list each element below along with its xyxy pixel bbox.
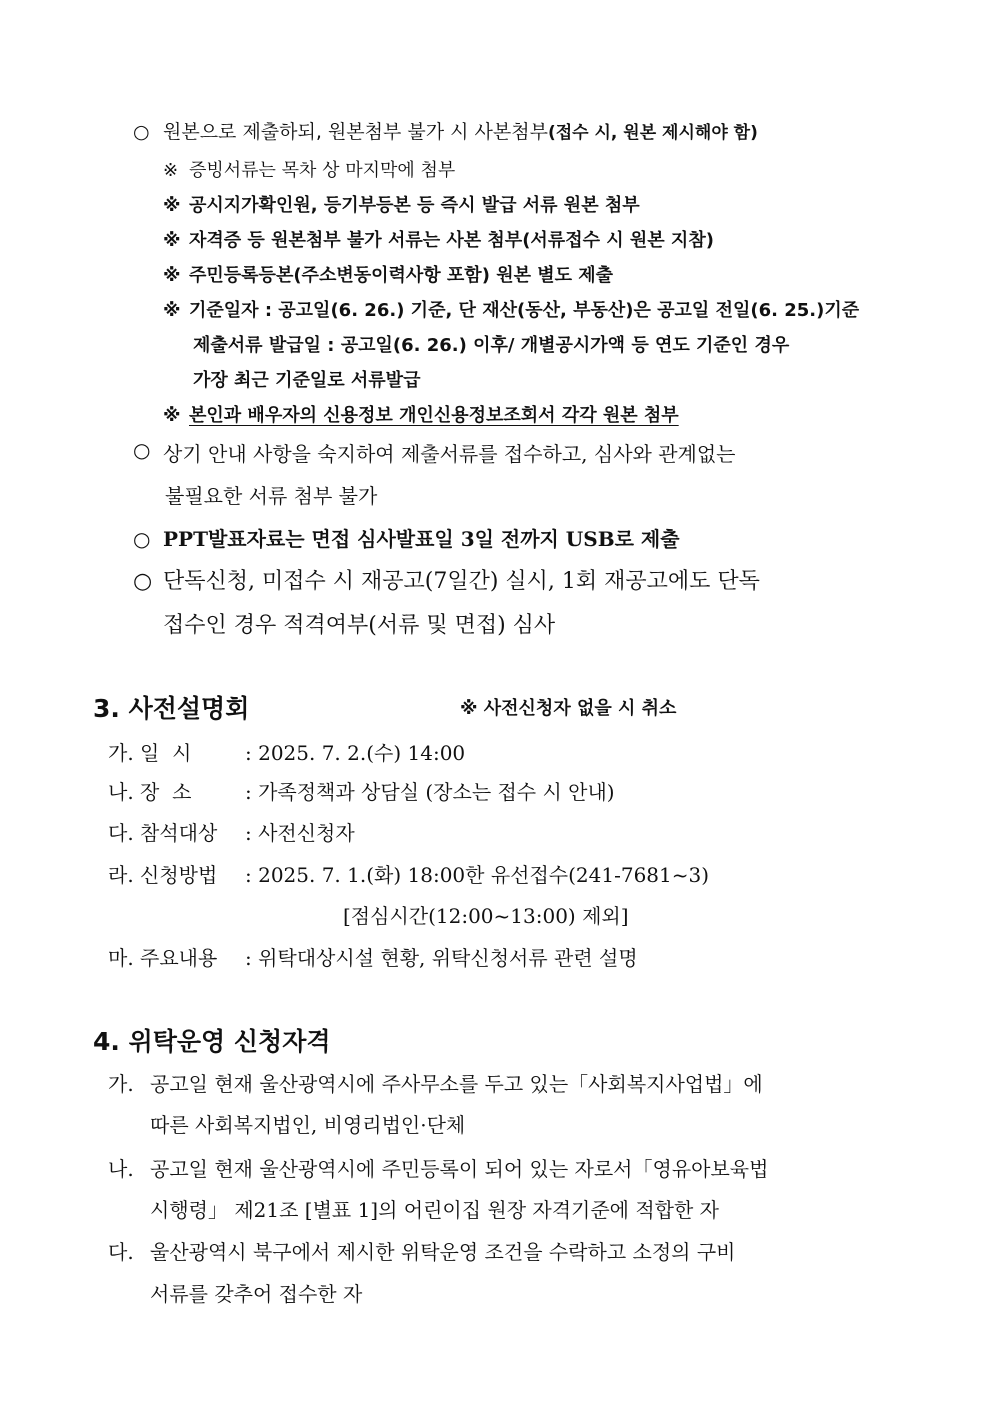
- item-label: 라. 신청방법: [108, 863, 218, 887]
- item-label: 가. 일 시: [108, 741, 192, 765]
- submission-bullet-3: [133, 523, 680, 552]
- bullet-text: 원본으로 제출하되, 원본첨부 불가 시 사본첨부: [163, 121, 548, 143]
- item-line1: 공고일 현재 울산광역시에 주민등록이 되어 있는 자로서「영유아보육법: [150, 1157, 769, 1181]
- note-text: 증빙서류는 목차 상 마지막에 첨부: [189, 160, 456, 181]
- reference-mark: ※: [163, 230, 181, 251]
- section-3-item-5: [108, 942, 638, 971]
- reference-mark: ※: [163, 160, 179, 181]
- circle-bullet: ○: [133, 438, 151, 462]
- item-value: : 가족정책과 상담실 (장소는 접수 시 안내): [245, 780, 615, 804]
- note-text: 공시지가확인원, 등기부등본 등 즉시 발급 서류 원본 첨부: [189, 195, 640, 216]
- section-3-item-4: [108, 859, 709, 888]
- section-4-item-2: [108, 1153, 768, 1182]
- section-3-item-1: [108, 737, 465, 766]
- bullet-2-line2: 불필요한 서류 첨부 불가: [165, 484, 378, 508]
- note-5-continuation-1: 제출서류 발급일 : 공고일(6. 26.) 이후/ 개별공시가액 등 연도 기준인 경우: [193, 335, 790, 356]
- submission-bullet-4: [133, 564, 760, 595]
- section-3-item-3: [108, 817, 355, 846]
- section-4-item-2-line2: 시행령」 제21조 [별표 1]의 어린이집 원장 자격기준에 적합한 자: [150, 1198, 719, 1222]
- section-3-item-4-note: [점심시간(12:00~13:00) 제외]: [343, 904, 629, 928]
- reference-mark: ※: [163, 300, 181, 321]
- bullet-paren: (접수 시, 원본 제시해야 함): [547, 123, 758, 143]
- reference-mark: ※: [163, 195, 181, 216]
- section-3-item-2: [108, 776, 615, 805]
- note-1: [163, 156, 455, 182]
- note-text: 자격증 등 원본첨부 불가 서류는 사본 첨부(서류접수 시 원본 지참): [189, 230, 714, 251]
- note-6: [163, 401, 679, 427]
- note-5-continuation-2: 가장 최근 기준일로 서류발급: [193, 370, 421, 391]
- submission-bullet-1: [133, 117, 758, 144]
- circle-bullet: ○: [133, 121, 150, 143]
- section-3-note: ※ 사전신청자 없을 시 취소: [460, 698, 677, 719]
- circle-bullet: ○: [133, 569, 153, 594]
- note-text-underlined: 본인과 배우자의 신용정보 개인신용정보조회서 각각 원본 첨부: [189, 405, 679, 426]
- item-mark: 가.: [108, 1072, 134, 1096]
- note-text: 기준일자 : 공고일(6. 26.) 기준, 단 재산(동산, 부동산)은 공고일 전일(6. 25.)기준: [189, 300, 860, 321]
- item-mark: 다.: [108, 1240, 134, 1264]
- section-4-item-1: [108, 1068, 763, 1097]
- item-value: : 2025. 7. 1.(화) 18:00한 유선접수(241-7681~3): [245, 863, 710, 887]
- note-2: [163, 191, 640, 217]
- section-4-item-3-line2: 서류를 갖추어 접수한 자: [150, 1282, 363, 1306]
- reference-mark: ※: [163, 405, 181, 426]
- item-label: 나. 장 소: [108, 780, 192, 804]
- item-label: 다. 참석대상: [108, 821, 218, 845]
- item-value: : 위탁대상시설 현황, 위탁신청서류 관련 설명: [245, 946, 638, 970]
- submission-bullet-2: [133, 438, 896, 467]
- note-5: [163, 296, 859, 322]
- item-line1: 공고일 현재 울산광역시에 주사무소를 두고 있는「사회복지사업법」에: [150, 1072, 763, 1096]
- item-line1: 울산광역시 북구에서 제시한 위탁운영 조건을 수락하고 소정의 구비: [150, 1240, 736, 1264]
- section-4-item-3: [108, 1236, 735, 1265]
- note-3: [163, 226, 714, 252]
- section-4-title: 4. 위탁운영 신청자격: [93, 1027, 331, 1056]
- note-text: 주민등록등본(주소변동이력사항 포함) 원본 별도 제출: [189, 265, 614, 286]
- circle-bullet: ○: [133, 527, 151, 551]
- reference-mark: ※: [163, 265, 181, 286]
- item-mark: 나.: [108, 1157, 134, 1181]
- bullet-4-line2: 접수인 경우 적격여부(서류 및 면접) 심사: [163, 613, 556, 638]
- bullet-text: PPT발표자료는 면접 심사발표일 3일 전까지 USB로 제출: [163, 527, 680, 551]
- bullet-text-line1: 단독신청, 미접수 시 재공고(7일간) 실시, 1회 재공고에도 단독: [163, 569, 760, 594]
- item-value: : 사전신청자: [245, 821, 355, 845]
- section-3-title: 3. 사전설명회: [93, 694, 250, 723]
- item-label: 마. 주요내용: [108, 946, 218, 970]
- item-value: : 2025. 7. 2.(수) 14:00: [245, 741, 466, 765]
- note-4: [163, 261, 613, 287]
- section-4-item-1-line2: 따른 사회복지법인, 비영리법인·단체: [150, 1113, 466, 1137]
- bullet-text-line1: 상기 안내 사항을 숙지하여 제출서류를 접수하고, 심사와 관계없는: [163, 442, 736, 466]
